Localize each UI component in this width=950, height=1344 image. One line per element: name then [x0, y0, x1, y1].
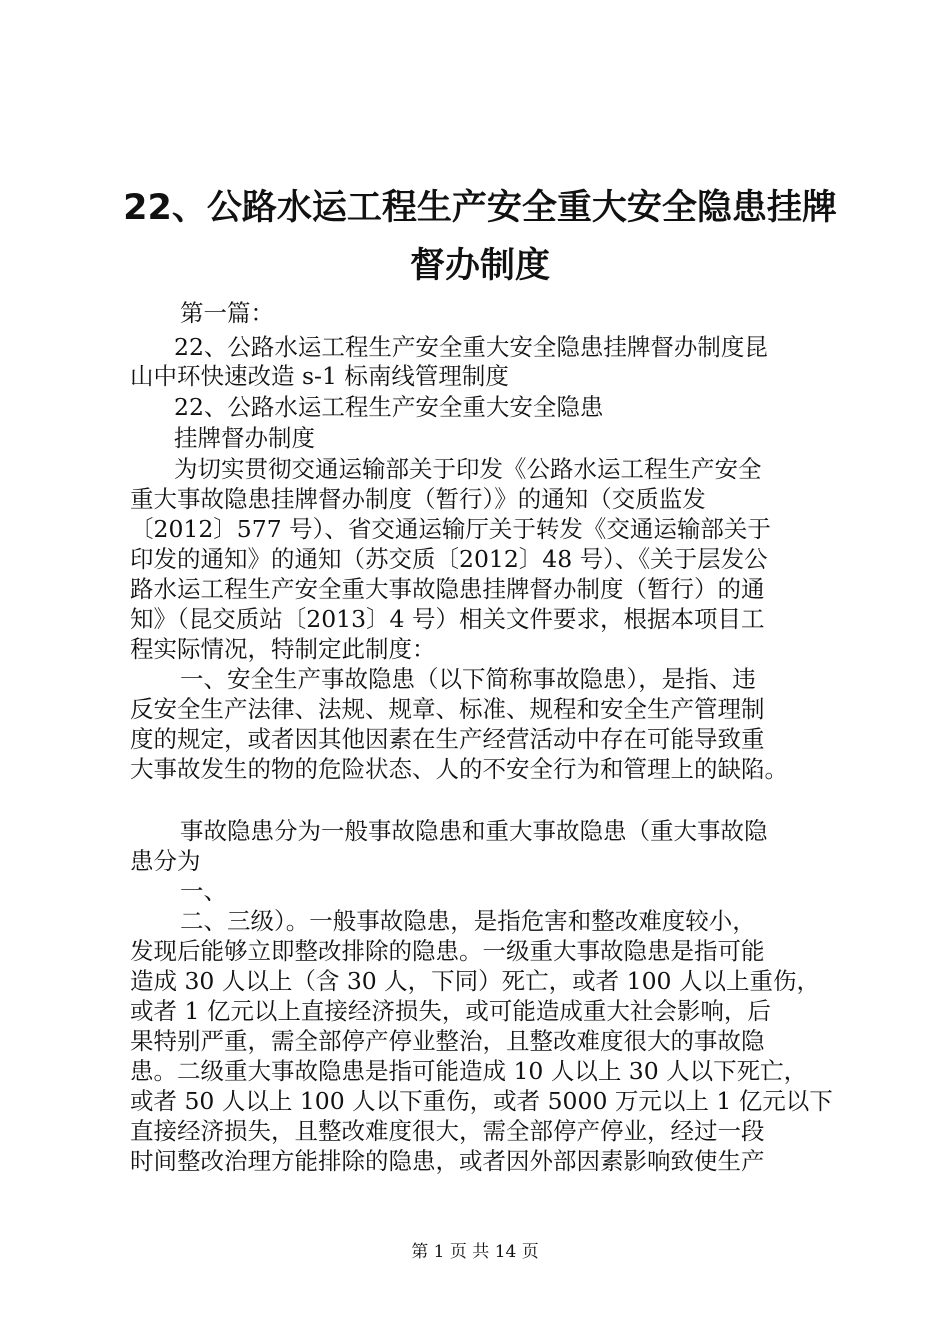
paragraph-line: 印发的通知》的通知（苏交质〔2012〕48 号）、《关于层发公 [130, 545, 768, 573]
paragraph-line: 路水运工程生产安全重大事故隐患挂牌督办制度（暂行）的通 [130, 575, 765, 603]
paragraph-line: 事故隐患分为一般事故隐患和重大事故隐患（重大事故隐 [180, 817, 768, 845]
paragraph-line: 大事故发生的物的危险状态、人的不安全行为和管理上的缺陷。 [130, 755, 788, 783]
paragraph-line: 反安全生产法律、法规、规章、标准、规程和安全生产管理制 [130, 695, 765, 723]
page-number-footer: 第 1 页 共 14 页 [411, 1242, 539, 1262]
paragraph-line: 程实际情况，特制定此制度： [130, 635, 436, 663]
paragraph-line: 重大事故隐患挂牌督办制度（暂行）》的通知（交质监发 [130, 485, 706, 513]
paragraph-line: 发现后能够立即整改排除的隐患。一级重大事故隐患是指可能 [130, 937, 765, 965]
paragraph-line: 患。二级重大事故隐患是指可能造成 10 人以上 30 人以下死亡， [130, 1057, 808, 1085]
paragraph-line: 一、安全生产事故隐患（以下简称事故隐患），是指、违 [180, 665, 756, 693]
paragraph-line: 〔2012〕577 号）、省交通运输厅关于转发《交通运输部关于 [130, 515, 771, 543]
paragraph-line: 度的规定，或者因其他因素在生产经营活动中存在可能导致重 [130, 725, 765, 753]
paragraph-line: 知》（昆交质站〔2013〕4 号）相关文件要求，根据本项目工 [130, 605, 765, 633]
paragraph-line: 时间整改治理方能排除的隐患，或者因外部因素影响致使生产 [130, 1147, 765, 1175]
paragraph-line: 造成 30 人以上（含 30 人，下同）死亡，或者 100 人以上重伤， [130, 967, 820, 995]
paragraph-line: 为切实贯彻交通运输部关于印发《公路水运工程生产安全 [174, 455, 762, 483]
document-title-line-2: 督办制度 [409, 246, 550, 286]
paragraph-line: 二、三级）。一般事故隐患，是指危害和整改难度较小， [180, 907, 756, 935]
document-title-line-1: 22、公路水运工程生产安全重大安全隐患挂牌 [123, 188, 837, 228]
paragraph-line: 22、公路水运工程生产安全重大安全隐患挂牌督办制度昆 [174, 333, 768, 361]
paragraph-line: 果特别严重，需全部停产停业整治，且整改难度很大的事故隐 [130, 1027, 765, 1055]
paragraph-line: 或者 50 人以上 100 人以下重伤，或者 5000 万元以上 1 亿元以下 [130, 1087, 833, 1115]
paragraph-line: 山中环快速改造 s-1 标南线管理制度 [130, 362, 509, 390]
paragraph-line: 一、 [180, 877, 227, 905]
paragraph-line: 22、公路水运工程生产安全重大安全隐患 [174, 393, 604, 421]
paragraph-line: 或者 1 亿元以上直接经济损失，或可能造成重大社会影响，后 [130, 997, 771, 1025]
paragraph-line: 直接经济损失，且整改难度很大，需全部停产停业，经过一段 [130, 1117, 765, 1145]
paragraph-line: 挂牌督办制度 [174, 424, 315, 452]
paragraph-line: 患分为 [130, 847, 201, 875]
section-heading: 第一篇： [180, 299, 274, 327]
